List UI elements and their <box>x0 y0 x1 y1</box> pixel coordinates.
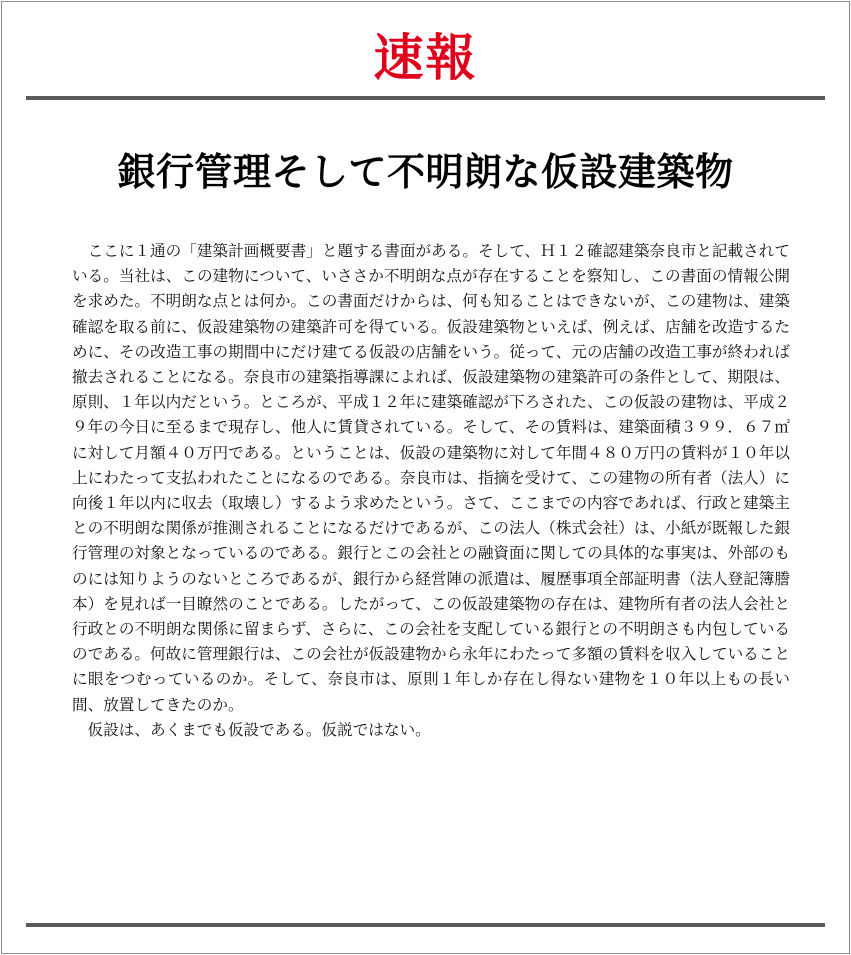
top-rule <box>26 96 825 100</box>
bottom-rule <box>26 923 825 927</box>
body-paragraph-1: ここに１通の「建築計画概要書」と題する書面がある。そして、Ｈ１２確認建築奈良市と記載されている。当社は、この建物について、いささか不明朗な点が存在することを察知し、この書面の情報公開を求めた。不明朗な点とは何か。この書面だけからは、何も知ることはできないが、この建物は、建築確認を取る前に、仮設建築物の建築許可を得ている。仮設建築物といえば、例えば、店舗を改造するために、その改造工事の期間中にだけ建てる仮設の店舗をいう。従って、元の店舗の改造工事が終われば撤去されることになる。奈良市の建築指導課によれば、仮設建築物の建築許可の条件として、期限は、原則、１年以内だという。ところが、平成１２年に建築確認が下ろされた、この仮設の建物は、平成２９年の今日に至るまで現存し、他人に賃貸されている。そして、その賃料は、建築面積３９９．６７㎡に対して月額４０万円である。ということは、仮設の建築物に対して年間４８０万円の賃料が１０年以上にわたって支払われたことになるのである。奈良市は、指摘を受けて、この建物の所有者（法人）に向後１年以内に収去（取壊し）するよう求めたという。さて、ここまでの内容であれば、行政と建築主との不明朗な関係が推測されることになるだけであるが、この法人（株式会社）は、小紙が既報した銀行管理の対象となっているのである。銀行とこの会社との融資面に関しての具体的な事実は、外部のものには知りようのないところであるが、銀行から経営陣の派遣は、履歴事項全部証明書（法人登記簿謄本）を見れば一目瞭然のことである。したがって、この仮設建築物の存在は、建物所有者の法人会社と行政との不明朗な関係に留まらず、さらに、この会社を支配している銀行との不明朗さも内包しているのである。何故に管理銀行は、この会社が仮設建物から永年にわたって多額の賃料を収入していることに眼をつむっているのか。そして、奈良市は、原則１年しか存在し得ない建物を１０年以上もの長い間、放置してきたのか。 <box>72 242 790 714</box>
kicker-label: 速報 <box>373 28 478 87</box>
body-paragraph-2: 仮設は、あくまでも仮設である。仮説ではない。 <box>87 720 431 739</box>
headline: 銀行管理そして不明朗な仮設建築物 <box>117 150 734 194</box>
article-body <box>72 239 790 743</box>
